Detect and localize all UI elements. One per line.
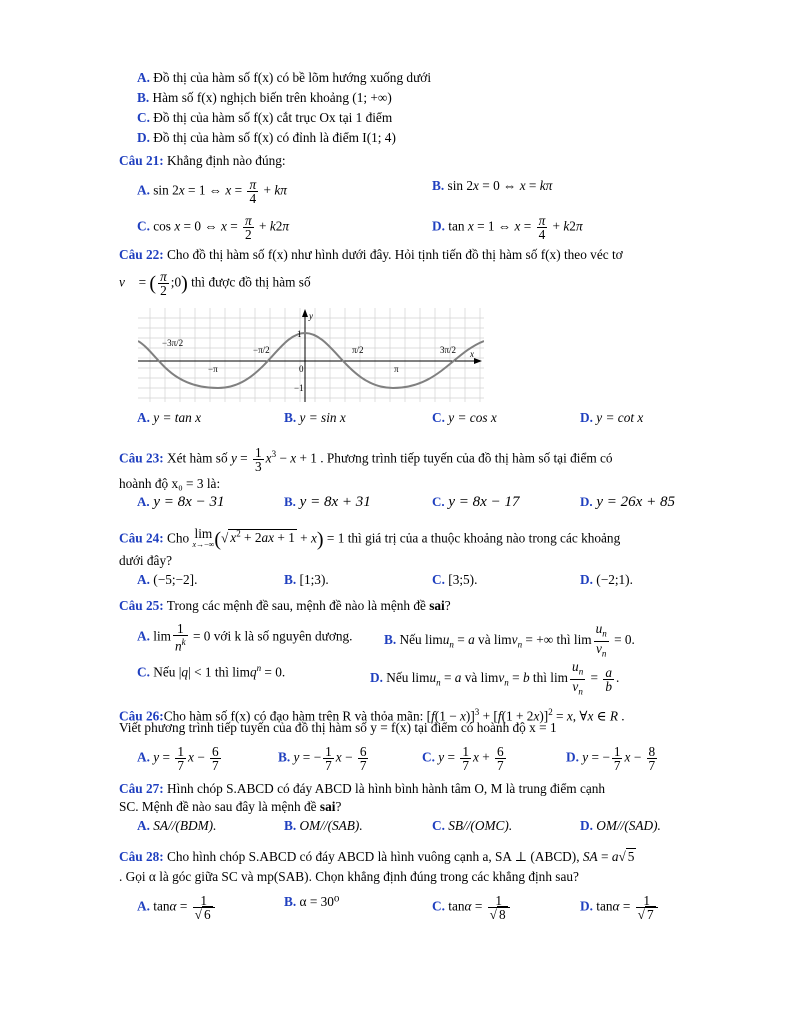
q24-option-c: C. [3;5). (432, 572, 478, 587)
q21-option-b: B. sin 2x = 0 ⇔ x = kπ (432, 178, 553, 193)
q27-option-d: D. OM//(SAD). (580, 818, 661, 833)
q27-option-b: B. OM//(SAB). (284, 818, 363, 833)
y-axis-arrow (302, 309, 308, 317)
q22-option-a: A. y = tan x (137, 410, 202, 425)
q25-option-d: D. Nếu limu$_n$ = a và limv$_n$ = b thì lim $\frac{u_n}{v_n}$ = $\frac{a}{b}$ . (370, 659, 620, 697)
label-neg-pi-2: −π/2 (253, 345, 270, 355)
q28-stem-2: . Gọi α là góc giữa SC và mp(SAB). Chọn khẳng định đúng trong các khẳng định sau? (119, 869, 579, 884)
x-axis-arrow (474, 358, 482, 364)
q20-option-a: A. Đồ thị của hàm số f(x) có bề lõm hướng xuống dưới (137, 70, 432, 85)
q27-stem: Câu 27: Hình chóp S.ABCD có đáy ABCD là hình bình hành tâm O, M là trung điểm cạnh (119, 781, 606, 796)
q22-stem: Câu 22: Cho đồ thị hàm số f(x) như hình dưới đây. Hỏi tịnh tiến đồ thị hàm số f(x) theo véc tơ (119, 247, 623, 262)
q24-option-d: D. (−2;1). (580, 572, 633, 587)
q23-stem-2: hoành độ x₀ = 3 là: (119, 476, 221, 491)
label-pi: π (394, 364, 399, 374)
q22-option-b: B. y = sin x (284, 410, 346, 425)
q23-option-a: A. y = 8x − 31 (137, 494, 225, 510)
q22-vector: v⃗ = ( $\frac{\pi}{2}$ ;0) thì được đồ thị hàm số (119, 269, 311, 298)
label-neg-pi: −π (208, 364, 218, 374)
label-pi-2: π/2 (352, 345, 364, 355)
q26-option-a: A. y = $\frac{1}{7}$ x − $\frac{6}{7}$ (137, 744, 219, 773)
q20-option-b: B. Hàm số f(x) nghịch biến trên khoảng (1; +∞) (137, 90, 392, 105)
q24-stem-2: dưới đây? (119, 553, 173, 568)
q26-option-c: C. y = $\frac{1}{7}$ x + $\frac{6}{7}$ (422, 744, 504, 773)
cosine-graph (138, 308, 484, 402)
q28-option-c: C. tanα = $\frac{1}{√ 8}$ (432, 894, 512, 921)
q24-option-b: B. [1;3). (284, 572, 329, 587)
q22-option-c: C. y = cos x (432, 410, 497, 425)
q25-option-a: A. lim $\frac{1}{n^k}$ = 0 với k là số nguyên dương. (137, 621, 353, 654)
label-zero: 0 (299, 364, 304, 374)
q28-option-b: B. α = 30⁰ (284, 894, 340, 909)
q23-option-b: B. y = 8x + 31 (284, 494, 371, 510)
label-3pi-2: 3π/2 (440, 345, 457, 355)
q25-option-b: B. Nếu limu$_n$ = a và limv$_n$ = +∞ thì lim $\frac{u_n}{v_n}$ = 0. (384, 621, 635, 659)
label-neg-one: −1 (294, 383, 304, 393)
q27-option-c: C. SB//(OMC). (432, 818, 513, 833)
q23-option-c: C. y = 8x − 17 (432, 494, 520, 510)
q22-option-d: D. y = cot x (580, 410, 644, 425)
q24-stem: Câu 24: Cho lim x→−∞ (√ $x^2 + 2ax + 1 + x) = 1$ thì giá trị của a thuộc khoảng nào trong các khoảng (119, 526, 621, 551)
label-y: y (309, 311, 313, 321)
q21-option-c: C. cos x = 0 ⇔ x = $\frac{\pi}{2}$ + k2π (137, 213, 290, 242)
q20-option-d: D. Đồ thị của hàm số f(x) có đỉnh là điểm I(1; 4) (137, 130, 396, 145)
q21-option-a: A. sin 2x = 1 ⇔ x = $\frac{\pi}{4}$ + kπ (137, 177, 287, 206)
label-x: x (470, 349, 474, 359)
q25-option-c: C. Nếu |q| < 1 thì limq$^n$ = 0. (137, 663, 286, 680)
label-one: 1 (297, 329, 302, 339)
q20-option-c: C. Đồ thị của hàm số f(x) cắt trục Ox tại 1 điểm (137, 110, 393, 125)
q28-option-a: A. tanα = $\frac{1}{√ 6}$ (137, 894, 217, 921)
label-neg-3pi-2: −3π/2 (162, 338, 184, 348)
q27-option-a: A. SA//(BDM). (137, 818, 217, 833)
q28-option-d: D. tanα = $\frac{1}{√ 7}$ (580, 894, 660, 921)
q24-option-a: A. (−5;−2]. (137, 572, 198, 587)
q23-option-d: D. y = 26x + 85 (580, 494, 675, 510)
q26-option-b: B. y = − $\frac{1}{7}$ x − $\frac{6}{7}$ (278, 744, 367, 773)
q26-stem: Câu 26:Cho hàm số f(x) có đạo hàm trên R và thỏa mãn: $[f(1 - x)]^3 + [f(1 + 2x)]^2 = x$, ∀x ∈ R . (119, 707, 625, 724)
q21-option-d: D. tan x = 1 ⇔ x = $\frac{\pi}{4}$ + k2π (432, 213, 583, 242)
q26-stem-2: Viết phương trình tiếp tuyến của đồ thị hàm số y = f(x) tại điểm có hoành độ x = 1 (119, 720, 557, 735)
q26-option-d: D. y = − $\frac{1}{7}$ x − $\frac{8}{7}$ (566, 744, 656, 773)
q27-stem-2: SC. Mệnh đề nào sau đây là mệnh đề sai? (119, 799, 342, 814)
q25-stem: Câu 25: Trong các mệnh đề sau, mệnh đề nào là mệnh đề sai? (119, 598, 451, 613)
q23-stem: Câu 23: Xét hàm số y = $\frac{1}{3}$ $x^3 - x + 1$ . Phương trình tiếp tuyến của đồ thị hàm số tại điểm có (119, 445, 613, 474)
q28-stem: Câu 28: Cho hình chóp S.ABCD có đáy ABCD là hình vuông cạnh a, SA ⊥ (ABCD), SA = a√ 5 (119, 849, 635, 864)
graph-grid (138, 308, 484, 402)
q21-stem: Câu 21: Khẳng định nào đúng: (119, 153, 286, 168)
